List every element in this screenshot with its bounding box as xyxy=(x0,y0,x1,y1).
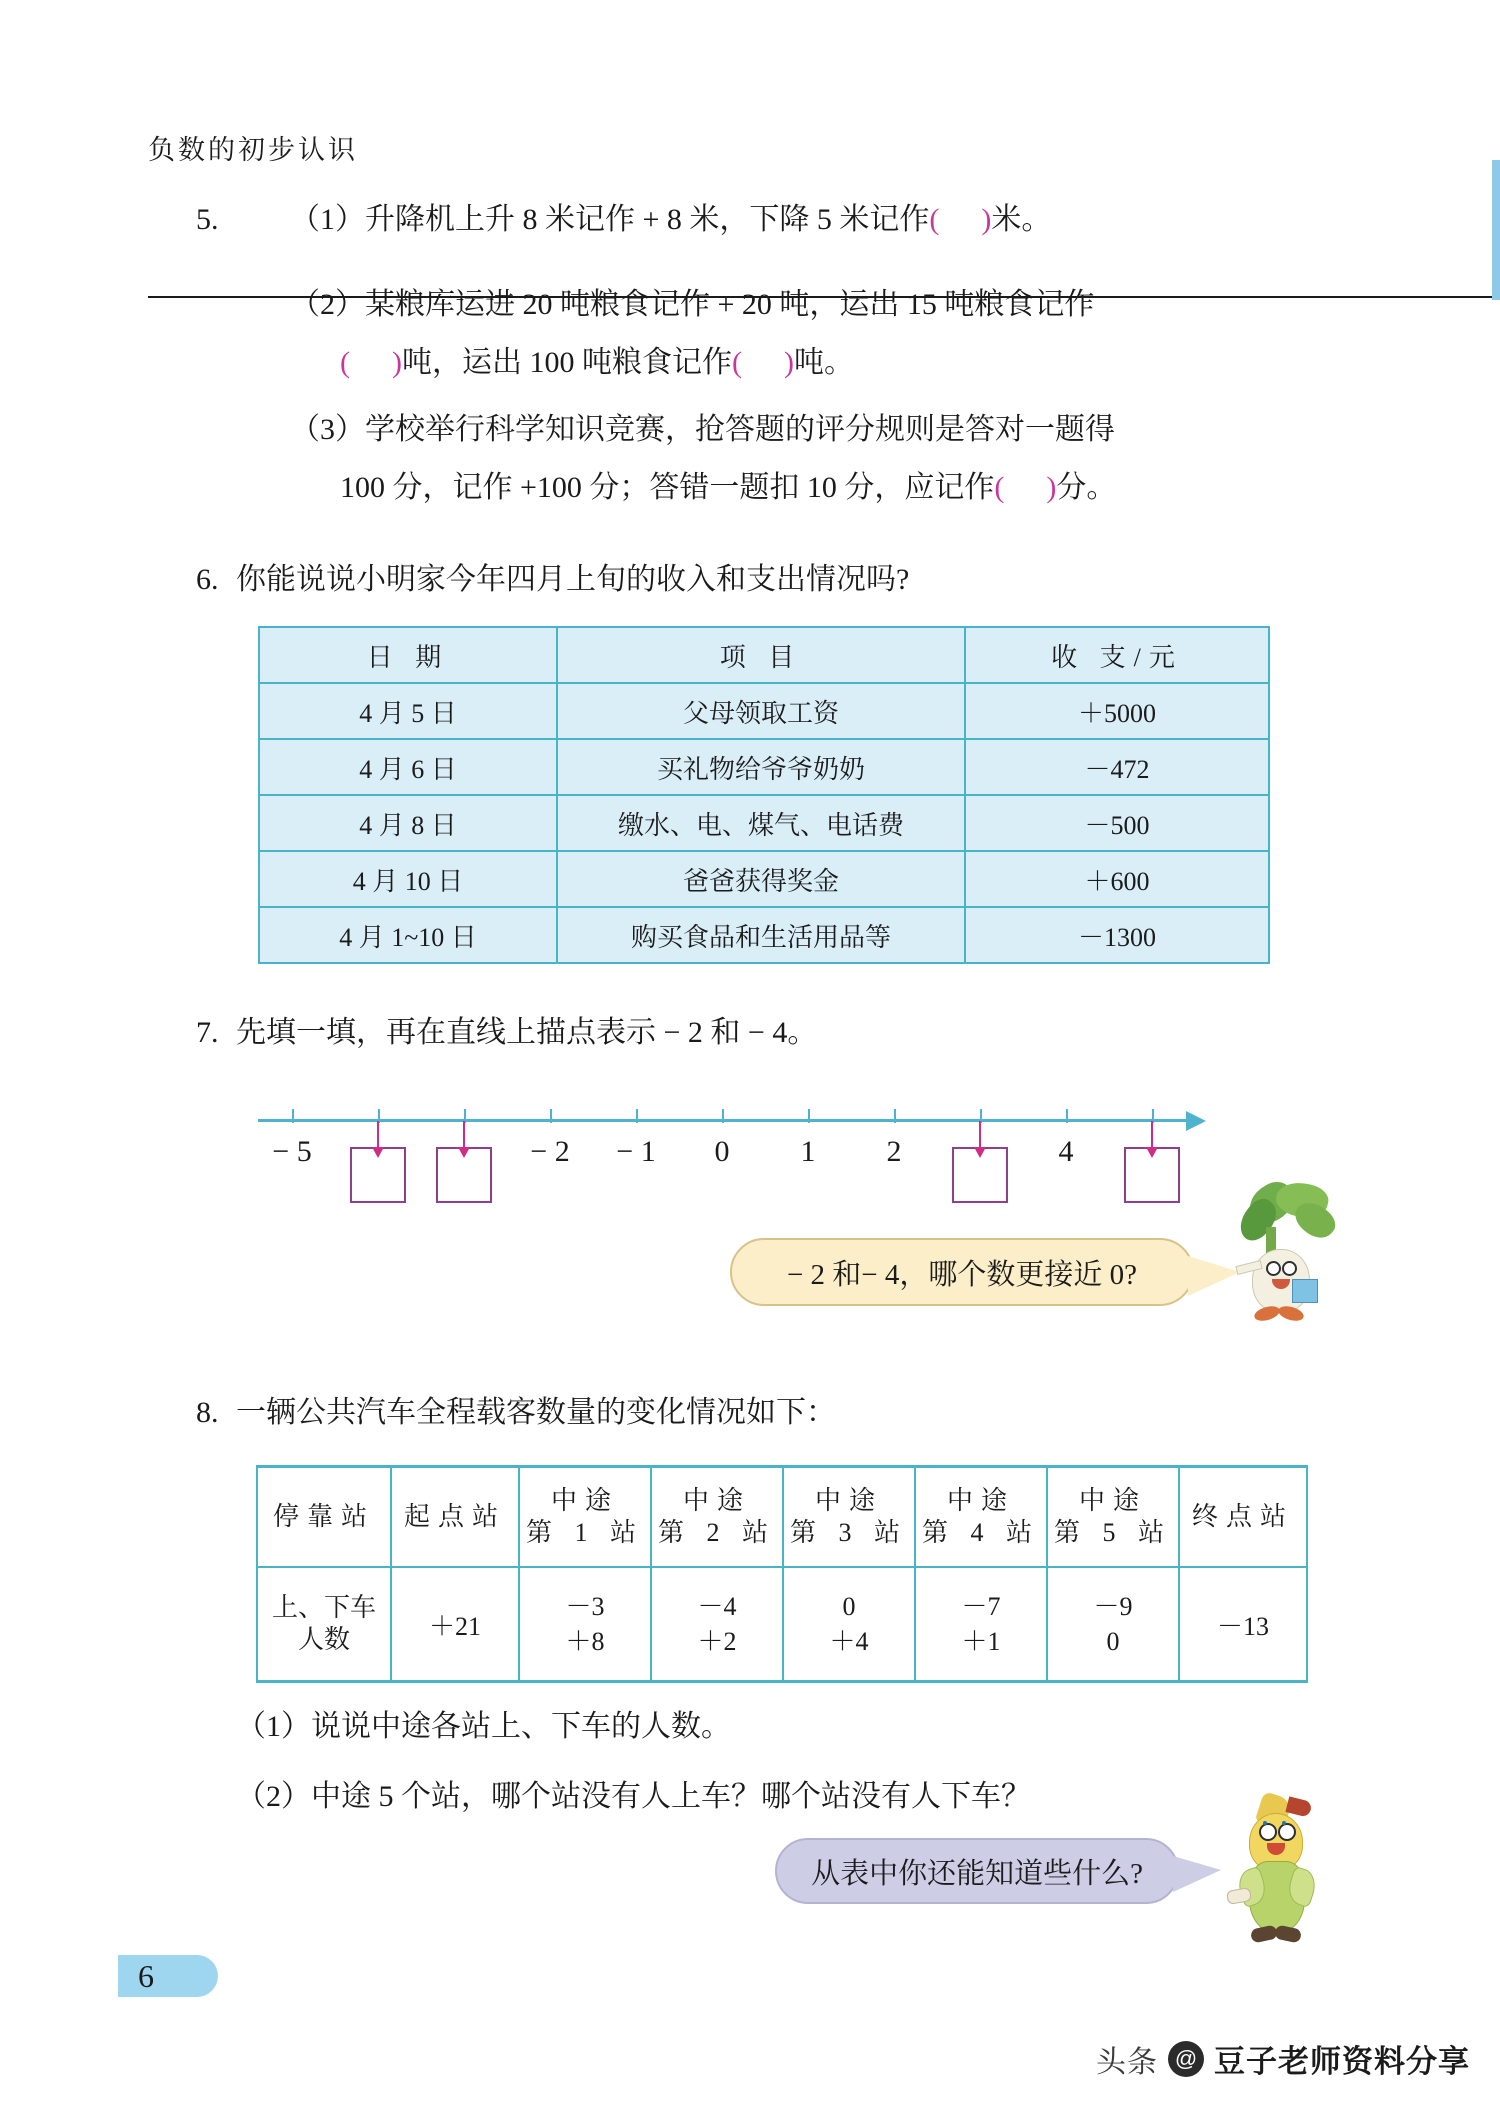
number-line xyxy=(250,1095,1250,1235)
value-off: 0 xyxy=(842,1591,856,1621)
bus-table-wrap xyxy=(256,1465,1308,1683)
number-line-label-one: 1 xyxy=(800,1135,816,1168)
cell-item: 爸爸获得奖金 xyxy=(557,851,965,907)
value-on: ＋4 xyxy=(829,1627,869,1656)
page-number-tab xyxy=(118,1955,218,1997)
number-line-label-minus5: − 5 xyxy=(272,1135,312,1168)
number-line-label-four: 4 xyxy=(1058,1135,1074,1168)
number-line-arrowhead-icon xyxy=(1186,1111,1206,1131)
header-line-2: 第 3 站 xyxy=(789,1518,908,1547)
header-line-2: 第 4 站 xyxy=(921,1518,1040,1547)
value-off: －4 xyxy=(697,1591,737,1621)
running-head xyxy=(148,128,1388,171)
axis-tick xyxy=(550,1109,552,1123)
header-line-2: 第 1 站 xyxy=(525,1518,644,1547)
value-on: ＋8 xyxy=(565,1627,605,1656)
exercise-8-number: 8. xyxy=(196,1396,219,1429)
header-line-2: 第 2 站 xyxy=(657,1518,776,1547)
number-line-label-zero: 0 xyxy=(714,1135,730,1168)
item-text-tail: 吨。 xyxy=(794,346,854,379)
bus-passenger-table xyxy=(256,1465,1308,1683)
table-row xyxy=(259,795,1269,851)
column-header-stop-1 xyxy=(519,1467,651,1568)
column-header-stop-5 xyxy=(1047,1467,1179,1568)
table-row xyxy=(259,851,1269,907)
exercise-5-item-2-line-2 xyxy=(340,348,854,378)
cell-date: 4 月 5 日 xyxy=(259,683,557,739)
answer-blank[interactable]: ( ) xyxy=(994,471,1057,504)
number-line-label-minus1: − 1 xyxy=(616,1135,656,1168)
table-row xyxy=(257,1567,1307,1682)
exercise-8-prompt: 一辆公共汽车全程载客数量的变化情况如下： xyxy=(236,1396,836,1429)
down-arrow-icon xyxy=(372,1121,384,1158)
value-off: －3 xyxy=(565,1591,605,1621)
exercise-8-question-1: （1）说说中途各站上、下车的人数。 xyxy=(236,1710,731,1743)
item-text: 升降机上升 8 米记作 + 8 米，下降 5 米记作 xyxy=(365,203,930,236)
item-text-tail: 分。 xyxy=(1056,471,1117,504)
cell-amount: ＋5000 xyxy=(965,683,1269,739)
bubble-tail xyxy=(1173,1856,1221,1892)
axis-tick xyxy=(722,1109,724,1123)
number-line-label-two: 2 xyxy=(886,1135,902,1168)
cell-item: 父母领取工资 xyxy=(557,683,965,739)
cell-date: 4 月 10 日 xyxy=(259,851,557,907)
item-text: 吨，运出 100 吨粮食记作 xyxy=(402,346,732,379)
corn-mascot-icon xyxy=(1215,1795,1341,1955)
answer-blank[interactable]: ( ) xyxy=(929,203,992,236)
axis-tick xyxy=(808,1109,810,1123)
cell-amount: －472 xyxy=(965,739,1269,795)
item-label: （1） xyxy=(290,203,365,236)
item-text: 100 分，记作 +100 分；答错一题扣 10 分，应记作 xyxy=(340,471,995,504)
cell-stop-1 xyxy=(519,1567,651,1682)
column-header-stop-4 xyxy=(915,1467,1047,1568)
hint-bubble-radish: − 2 和− 4，哪个数更接近 0? xyxy=(730,1238,1194,1306)
item-label: （2） xyxy=(290,288,365,321)
header-line-1: 中途 xyxy=(682,1485,751,1515)
radish-mascot-icon xyxy=(1218,1183,1346,1343)
header-line-1: 中途 xyxy=(946,1485,1015,1515)
header-line-1: 中途 xyxy=(1078,1485,1147,1515)
table-header-row xyxy=(259,627,1269,683)
number-line-label-minus2: − 2 xyxy=(530,1135,570,1168)
answer-blank[interactable]: ( ) xyxy=(732,346,794,379)
axis-tick xyxy=(292,1109,294,1123)
watermark-author: 豆子老师资料分享 xyxy=(1214,2044,1470,2079)
axis-tick xyxy=(894,1109,896,1123)
row-header-boarding-alighting xyxy=(257,1567,391,1682)
table-row xyxy=(259,683,1269,739)
header-line-1: 中途 xyxy=(814,1485,883,1515)
axis-tick xyxy=(1066,1109,1068,1123)
value-on: ＋1 xyxy=(961,1627,1001,1656)
cell-stop-5 xyxy=(1047,1567,1179,1682)
cell-date: 4 月 6 日 xyxy=(259,739,557,795)
value-off: －9 xyxy=(1093,1591,1133,1621)
column-header-stop-2 xyxy=(651,1467,783,1568)
exercise-5-item-2-line-1 xyxy=(290,290,1094,320)
exercise-7-number: 7. xyxy=(196,1016,219,1049)
exercise-6-number: 6. xyxy=(196,563,219,596)
cell-start-station: ＋21 xyxy=(391,1567,519,1682)
exercise-8-question-2: （2）中途 5 个站，哪个站没有人上车？哪个站没有人下车？ xyxy=(236,1780,1031,1813)
exercise-5-number: 5. xyxy=(196,203,219,236)
exercise-5-item-3-line-1 xyxy=(290,415,1115,445)
exercise-5-item-1-line-1 xyxy=(290,205,1051,235)
hint-bubble-corn: 从表中你还能知道些什么? xyxy=(775,1838,1179,1904)
cell-stop-3 xyxy=(783,1567,915,1682)
down-arrow-icon xyxy=(974,1121,986,1158)
cell-amount: －1300 xyxy=(965,907,1269,963)
at-sign-icon: @ xyxy=(1168,2041,1204,2077)
watermark-source: 头条 xyxy=(1096,2045,1158,2079)
exercise-6-prompt: 你能说说小明家今年四月上旬的收入和支出情况吗? xyxy=(236,563,910,596)
column-header-stop-3 xyxy=(783,1467,915,1568)
exercise-5-item-3-line-2 xyxy=(340,473,1116,503)
header-line-2: 第 5 站 xyxy=(1053,1518,1172,1547)
table-header-row xyxy=(257,1467,1307,1568)
item-text: 某粮库运进 20 吨粮食记作 + 20 吨，运出 15 吨粮食记作 xyxy=(365,288,1095,321)
page-edge-marker xyxy=(1492,160,1500,300)
cell-stop-4 xyxy=(915,1567,1047,1682)
cell-date: 4 月 8 日 xyxy=(259,795,557,851)
column-header-amount: 收 支/元 xyxy=(965,627,1269,683)
value-on: ＋2 xyxy=(697,1627,737,1656)
header-line-1: 停靠站 xyxy=(272,1501,375,1531)
column-header-item: 项 目 xyxy=(557,627,965,683)
cell-item: 买礼物给爷爷奶奶 xyxy=(557,739,965,795)
header-line-1: 起点站 xyxy=(403,1501,506,1531)
exercise-7-prompt: 先填一填，再在直线上描点表示 − 2 和 − 4。 xyxy=(236,1016,818,1049)
cell-amount: －500 xyxy=(965,795,1269,851)
header-line-1: 终点站 xyxy=(1191,1501,1294,1531)
row-label-line-1: 上、下车 xyxy=(271,1592,376,1622)
down-arrow-icon xyxy=(1146,1121,1158,1158)
item-label: （3） xyxy=(290,413,365,446)
row-label-line-2: 人数 xyxy=(297,1625,350,1654)
column-header-date: 日 期 xyxy=(259,627,557,683)
page-number: 6 xyxy=(138,1958,154,1994)
down-arrow-icon xyxy=(458,1121,470,1158)
value-off: －7 xyxy=(961,1591,1001,1621)
column-header-terminus xyxy=(1179,1467,1307,1568)
table-row xyxy=(259,907,1269,963)
axis-tick xyxy=(636,1109,638,1123)
cell-date: 4 月 1~10 日 xyxy=(259,907,557,963)
cell-stop-2 xyxy=(651,1567,783,1682)
watermark xyxy=(1096,2036,1470,2081)
income-expense-table-wrap xyxy=(258,626,1270,964)
income-expense-table xyxy=(258,626,1270,964)
column-header-stop xyxy=(257,1467,391,1568)
cell-terminus: －13 xyxy=(1179,1567,1307,1682)
value-on: 0 xyxy=(1106,1627,1120,1656)
item-text-tail: 米。 xyxy=(991,203,1052,236)
cell-amount: ＋600 xyxy=(965,851,1269,907)
header-line-1: 中途 xyxy=(550,1485,619,1515)
table-row xyxy=(259,739,1269,795)
cell-item: 缴水、电、煤气、电话费 xyxy=(557,795,965,851)
column-header-start xyxy=(391,1467,519,1568)
cell-item: 购买食品和生活用品等 xyxy=(557,907,965,963)
item-text: 学校举行科学知识竞赛，抢答题的评分规则是答对一题得 xyxy=(365,413,1115,446)
running-head-title: 负数的初步认识 xyxy=(148,135,358,165)
answer-blank[interactable]: ( ) xyxy=(340,346,402,379)
